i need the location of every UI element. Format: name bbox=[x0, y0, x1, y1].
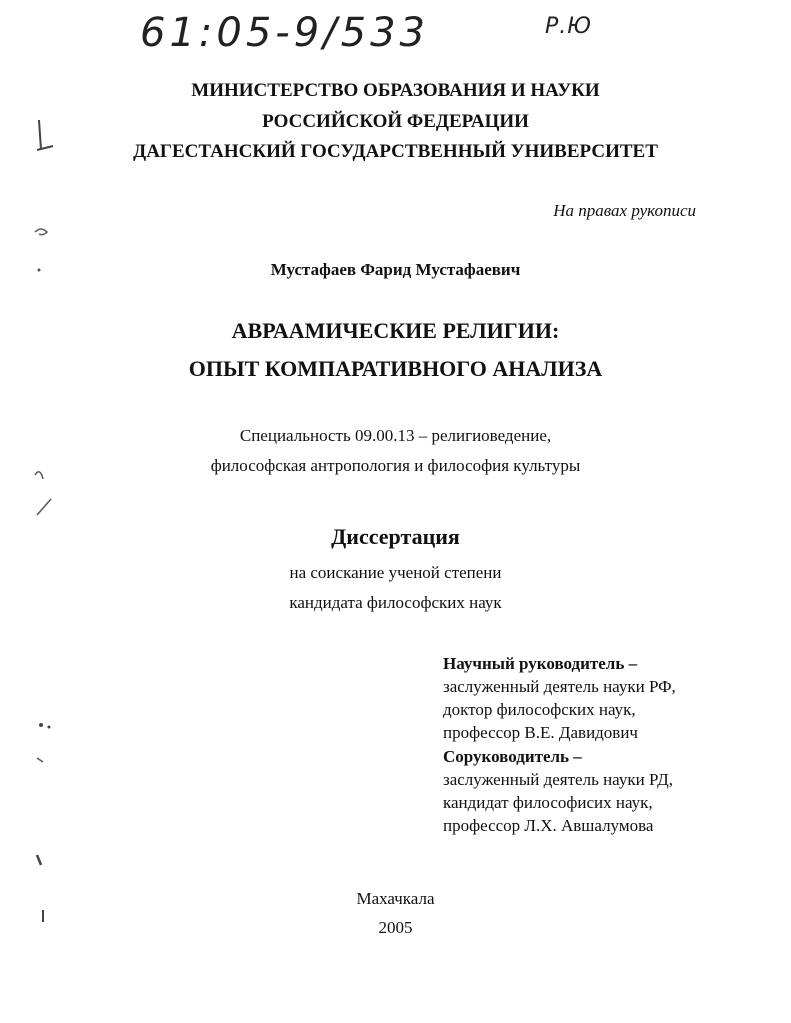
handwritten-corner-mark: Р.Ю bbox=[545, 14, 593, 39]
ministry-line-1: МИНИСТЕРСТВО ОБРАЗОВАНИЯ И НАУКИ bbox=[191, 80, 600, 101]
supervisor-heading: Научный руководитель – bbox=[443, 654, 638, 673]
handwritten-archive-code: 61:05-9/533 bbox=[140, 10, 429, 56]
specialty-line-2: философская антропология и философия культуры bbox=[210, 456, 581, 475]
co-supervisor-block bbox=[443, 745, 673, 837]
specialty-line-1: Специальность 09.00.13 – религиоведение, bbox=[239, 426, 552, 445]
supervisor-block bbox=[443, 652, 676, 744]
co-supervisor-line: заслуженный деятель науки РД, bbox=[443, 770, 673, 789]
city: Махачкала bbox=[356, 889, 435, 908]
manuscript-note: На правах рукописи bbox=[553, 201, 696, 220]
university-name: ДАГЕСТАНСКИЙ ГОСУДАРСТВЕННЫЙ УНИВЕРСИТЕТ bbox=[133, 141, 658, 162]
degree-line-1: на соискание ученой степени bbox=[289, 563, 502, 582]
title-line-1: АВРААМИЧЕСКИЕ РЕЛИГИИ: bbox=[231, 318, 560, 343]
co-supervisor-heading: Соруководитель – bbox=[443, 747, 582, 766]
work-type-label: Диссертация bbox=[331, 524, 460, 549]
author-name: Мустафаев Фарид Мустафаевич bbox=[270, 260, 521, 279]
supervisor-line: заслуженный деятель науки РФ, bbox=[443, 677, 676, 696]
supervisor-line: профессор В.Е. Давидович bbox=[443, 723, 638, 742]
title-line-2: ОПЫТ КОМПАРАТИВНОГО АНАЛИЗА bbox=[188, 356, 603, 381]
year: 2005 bbox=[378, 918, 413, 937]
co-supervisor-line: профессор Л.Х. Авшалумова bbox=[443, 816, 654, 835]
ministry-line-2: РОССИЙСКОЙ ФЕДЕРАЦИИ bbox=[262, 111, 529, 132]
co-supervisor-line: кандидат философисих наук, bbox=[443, 793, 653, 812]
supervisor-line: доктор философских наук, bbox=[443, 700, 636, 719]
degree-line-2: кандидата философских наук bbox=[289, 593, 502, 612]
